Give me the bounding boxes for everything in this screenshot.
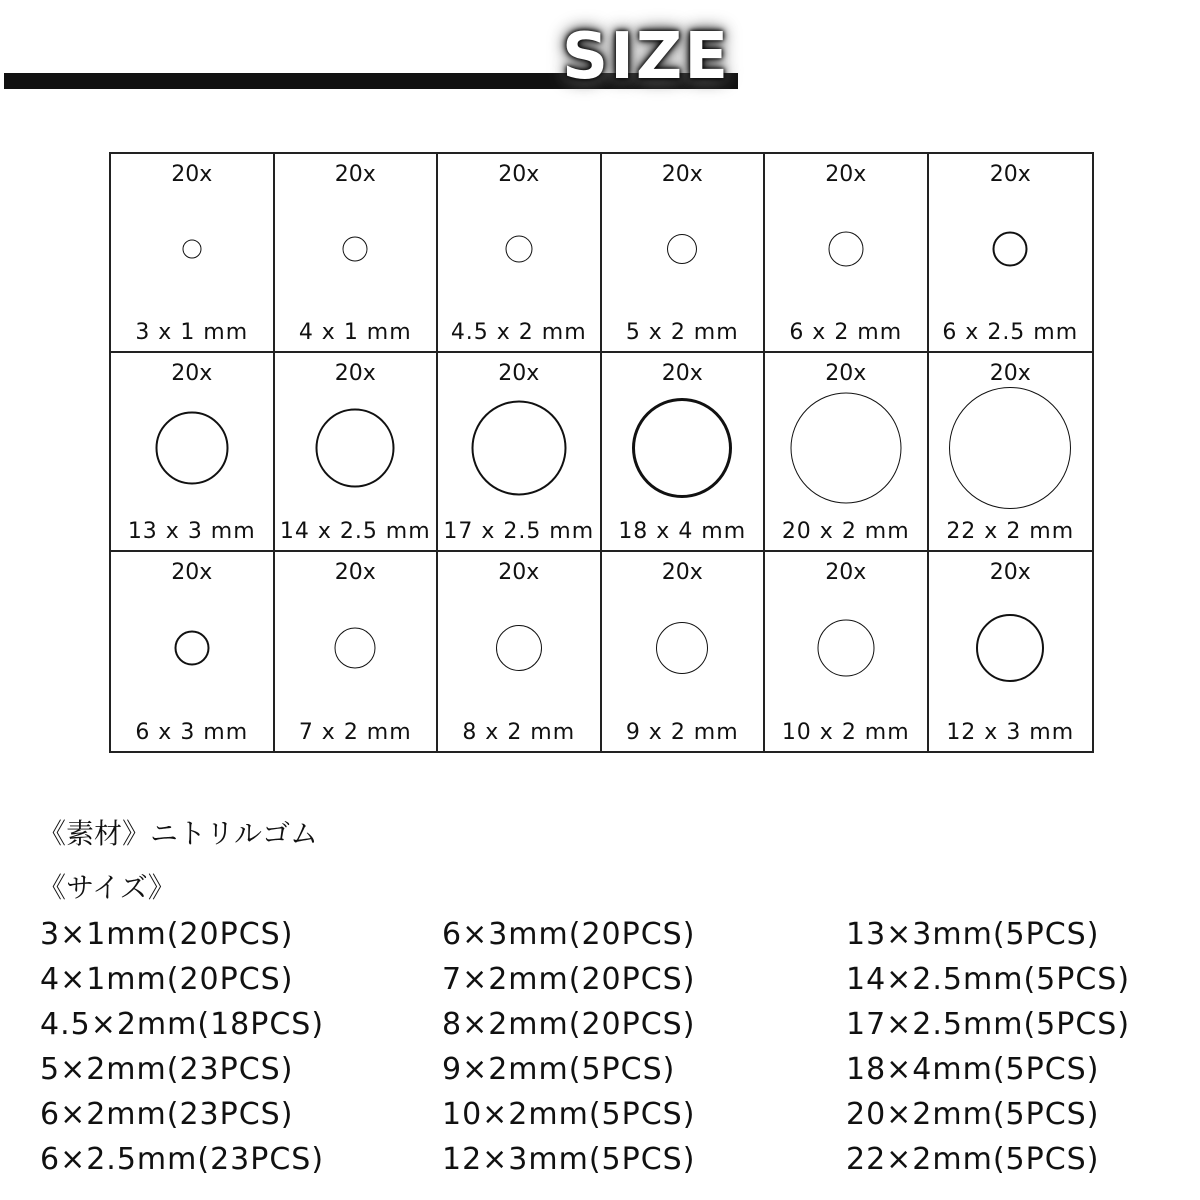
page-title: SIZE [562,20,731,94]
o-ring-cell [765,552,929,751]
size-label: 12 x 3 mm [946,720,1075,745]
quantity-label: 20x [334,361,376,386]
o-ring-icon [667,234,697,264]
size-list-item: 22×2mm(5PCS) [846,1142,1100,1177]
o-ring-icon [505,235,532,262]
size-label: 8 x 2 mm [462,720,576,745]
o-ring-cell [765,154,929,353]
quantity-label: 20x [661,361,703,386]
size-list-item: 8×2mm(20PCS) [442,1007,696,1042]
quantity-label: 20x [171,560,213,585]
size-heading: 《サイズ》 [38,871,176,904]
size-list-item: 20×2mm(5PCS) [846,1097,1100,1132]
quantity-label: 20x [989,361,1031,386]
quantity-label: 20x [171,162,213,187]
material-label: 《素材》ニトリルゴム [38,817,319,850]
o-ring-cell [602,552,766,751]
size-list-column-3 [846,912,1130,1182]
size-list-item: 6×3mm(20PCS) [442,917,696,952]
size-list-item: 12×3mm(5PCS) [442,1142,696,1177]
size-list-item: 7×2mm(20PCS) [442,962,696,997]
quantity-label: 20x [661,560,703,585]
o-ring-icon [632,398,732,498]
o-ring-icon [828,231,863,266]
o-ring-icon [656,622,708,674]
size-label: 3 x 1 mm [135,320,249,345]
o-ring-cell [929,552,1093,751]
o-ring-icon [496,625,542,671]
o-ring-icon [343,236,368,261]
size-label: 13 x 3 mm [127,519,256,544]
size-list-column-2 [442,912,695,1182]
o-ring-icon [790,392,901,503]
size-list-item: 9×2mm(5PCS) [442,1052,676,1087]
size-label: 10 x 2 mm [781,720,910,745]
size-label: 6 x 3 mm [135,720,249,745]
quantity-label: 20x [334,162,376,187]
o-ring-cell [438,353,602,552]
size-label: 6 x 2.5 mm [942,320,1079,345]
o-ring-cell [275,552,439,751]
o-ring-icon [182,239,201,258]
size-label: 7 x 2 mm [298,720,412,745]
o-ring-cell [275,154,439,353]
size-label: 9 x 2 mm [625,720,739,745]
o-ring-icon [976,614,1044,682]
size-list-item: 4.5×2mm(18PCS) [40,1007,325,1042]
o-ring-cell [111,353,275,552]
quantity-label: 20x [661,162,703,187]
size-list-item: 5×2mm(23PCS) [40,1052,294,1087]
size-label: 4 x 1 mm [298,320,412,345]
o-ring-icon [993,231,1028,266]
size-list-item: 18×4mm(5PCS) [846,1052,1100,1087]
o-ring-cell [275,353,439,552]
o-ring-icon [335,627,376,668]
header [0,0,1200,110]
size-label: 20 x 2 mm [781,519,910,544]
size-list-item: 17×2.5mm(5PCS) [846,1007,1131,1042]
size-label: 5 x 2 mm [625,320,739,345]
o-ring-cell [111,154,275,353]
o-ring-icon [471,400,566,495]
quantity-label: 20x [825,560,867,585]
quantity-label: 20x [989,162,1031,187]
quantity-label: 20x [989,560,1031,585]
size-list-item: 3×1mm(20PCS) [40,917,294,952]
size-list-item: 6×2.5mm(23PCS) [40,1142,325,1177]
size-label: 18 x 4 mm [618,519,747,544]
size-label: 14 x 2.5 mm [279,519,431,544]
size-list-item: 13×3mm(5PCS) [846,917,1100,952]
o-ring-icon [316,408,395,487]
quantity-label: 20x [825,162,867,187]
o-ring-icon [817,619,874,676]
size-label: 4.5 x 2 mm [450,320,587,345]
quantity-label: 20x [825,361,867,386]
o-ring-cell [765,353,929,552]
o-ring-icon [174,630,209,665]
o-ring-cell [111,552,275,751]
size-list-column-1 [40,912,324,1182]
size-list-item: 10×2mm(5PCS) [442,1097,696,1132]
quantity-label: 20x [498,162,540,187]
o-ring-cell [438,552,602,751]
o-ring-cell [929,353,1093,552]
o-ring-icon [155,411,228,484]
size-list-item: 14×2.5mm(5PCS) [846,962,1131,997]
o-ring-icon [949,387,1071,509]
size-list-item: 4×1mm(20PCS) [40,962,294,997]
quantity-label: 20x [171,361,213,386]
quantity-label: 20x [498,560,540,585]
quantity-label: 20x [498,361,540,386]
quantity-label: 20x [334,560,376,585]
o-ring-cell [602,353,766,552]
size-label: 17 x 2.5 mm [443,519,595,544]
size-label: 6 x 2 mm [789,320,903,345]
o-ring-cell [438,154,602,353]
o-ring-size-grid [109,152,1094,753]
size-list-item: 6×2mm(23PCS) [40,1097,294,1132]
o-ring-cell [929,154,1093,353]
o-ring-cell [602,154,766,353]
size-label: 22 x 2 mm [946,519,1075,544]
